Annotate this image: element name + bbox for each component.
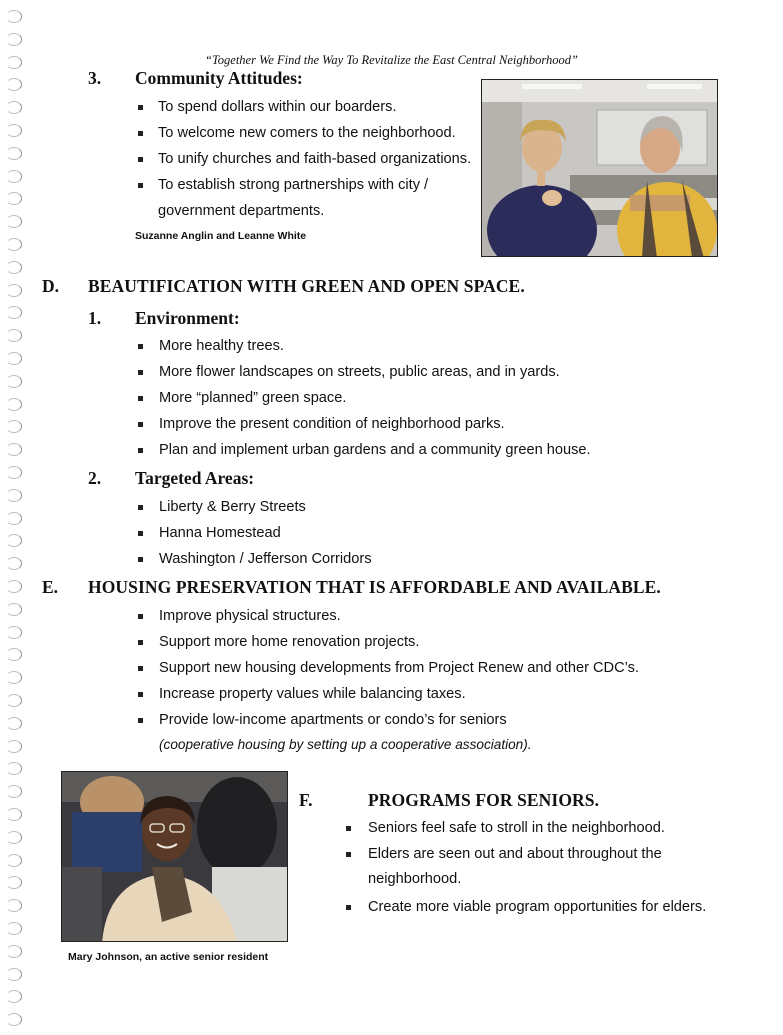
binding-ring [6,671,22,684]
binding-ring [6,284,22,297]
binding-ring [6,375,22,388]
binding-ring [6,876,22,889]
list-item-continuation: government departments. [158,203,325,219]
section-e-letter: E. [42,577,59,597]
binding-ring [6,945,22,958]
binding-ring [6,694,22,707]
community-attitudes-heading: Community Attitudes: [135,68,303,88]
senior-resident-photo-image [62,772,288,942]
binding-ring [6,808,22,821]
binding-ring [6,534,22,547]
binding-ring [6,968,22,981]
binding-ring [6,740,22,753]
list-item-continuation: neighborhood. [368,871,462,887]
environment-heading: Environment: [135,308,240,328]
binding-ring [6,557,22,570]
environment-number: 1. [88,308,102,328]
binding-ring [6,648,22,661]
binding-ring [6,1013,22,1026]
binding-ring [6,124,22,137]
binding-ring [6,10,22,23]
binding-ring [6,922,22,935]
photo-caption: Suzanne Anglin and Leanne White [135,230,307,242]
page-motto: “Together We Find the Way To Revitalize the East Central Neighborhood” [205,53,578,67]
binding-ring [6,626,22,639]
binding-ring [6,101,22,114]
binding-ring [6,238,22,251]
binding-ring [6,854,22,867]
binding-ring [6,306,22,319]
binding-ring [6,717,22,730]
binding-ring [6,990,22,1003]
binding-ring [6,466,22,479]
binding-ring [6,785,22,798]
binding-ring [6,580,22,593]
binding-ring [6,762,22,775]
binding-ring [6,489,22,502]
photo-caption: Mary Johnson, an active senior resident [68,951,269,963]
cooperative-housing-note: (cooperative housing by setting up a cooperative association). [159,737,532,752]
meeting-photo-image [482,80,718,257]
binding-ring [6,443,22,456]
binding-ring [6,329,22,342]
spiral-binding [6,4,30,1032]
section-d-letter: D. [42,276,60,296]
binding-ring [6,398,22,411]
photo-suzanne-anglin-leanne-white [481,79,718,257]
binding-ring [6,192,22,205]
photo-mary-johnson [61,771,288,942]
binding-ring [6,261,22,274]
binding-ring [6,170,22,183]
binding-ring [6,215,22,228]
binding-ring [6,831,22,844]
binding-ring [6,78,22,91]
targeted-areas-heading: Targeted Areas: [135,468,255,488]
section-f-letter: F. [299,790,313,810]
community-attitudes-number: 3. [88,68,102,88]
targeted-areas-number: 2. [88,468,102,488]
binding-ring [6,33,22,46]
binding-ring [6,603,22,616]
binding-ring [6,147,22,160]
binding-ring [6,512,22,525]
section-d-heading: BEAUTIFICATION WITH GREEN AND OPEN SPACE. [88,276,525,296]
section-e-heading: HOUSING PRESERVATION THAT IS AFFORDABLE AND AVAILABLE. [88,577,661,597]
section-f-heading: PROGRAMS FOR SENIORS. [368,790,600,810]
binding-ring [6,420,22,433]
binding-ring [6,899,22,912]
binding-ring [6,352,22,365]
